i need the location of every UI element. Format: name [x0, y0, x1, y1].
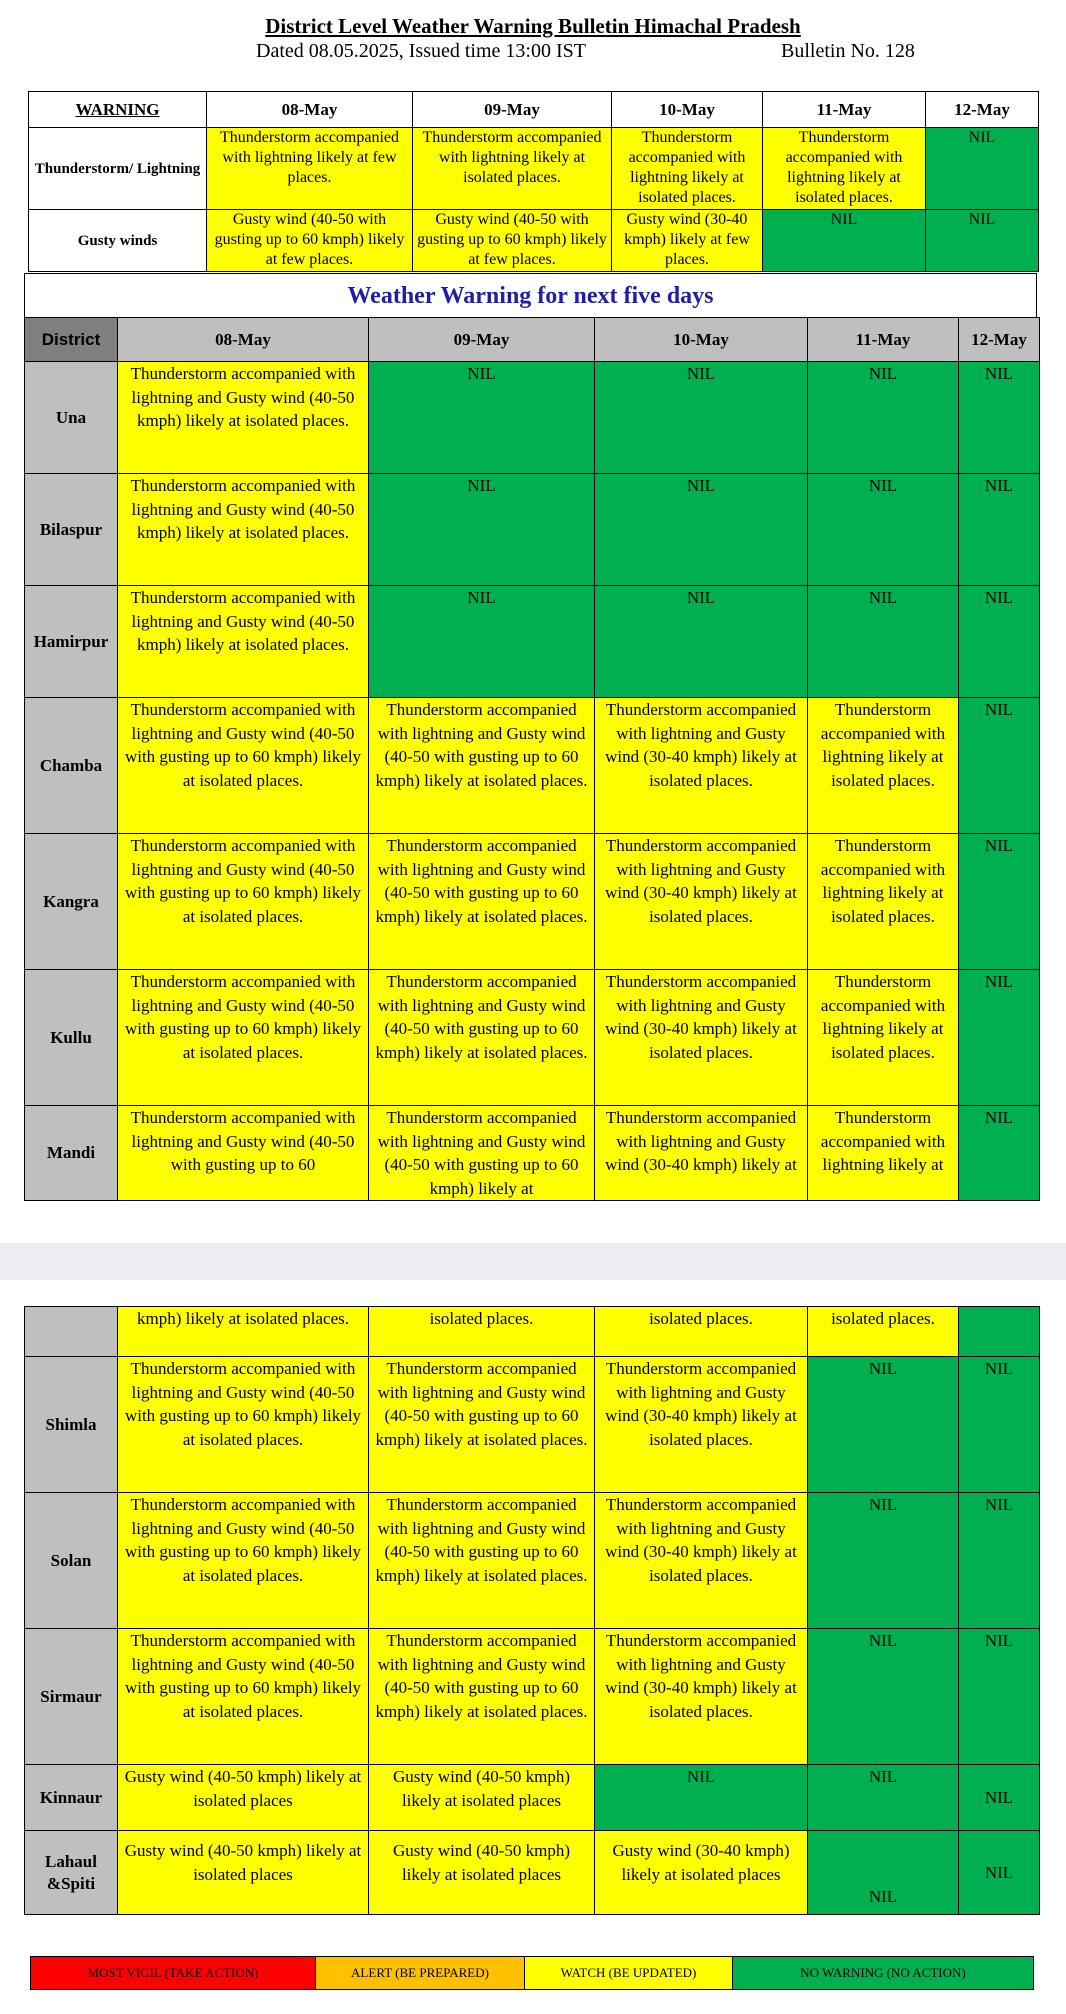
summary-cell: NIL — [926, 128, 1039, 210]
warning-cell: Thunderstorm accompanied with lightning and Gusty wind (40-50 with gusting up to 60 kmph) likely at isolated places. — [118, 1357, 369, 1493]
district-date-header: 10-May — [595, 318, 808, 362]
warning-cell: Gusty wind (30-40 kmph) likely at isolated places — [595, 1831, 808, 1915]
district-header-row — [25, 318, 1040, 362]
warning-cell: NIL — [595, 362, 808, 474]
warning-cell: Thunderstorm accompanied with lightning and Gusty wind (30-40 kmph) likely at isolated places. — [595, 698, 808, 834]
legend-most-vigil: MOST VIGIL (TAKE ACTION) — [31, 1957, 316, 1990]
district-date-header: 09-May — [369, 318, 595, 362]
warning-cell: NIL — [808, 1357, 959, 1493]
summary-cell: Thunderstorm accompanied with lightning likely at isolated places. — [612, 128, 763, 210]
warning-cell: NIL — [808, 362, 959, 474]
district-row-kangra — [25, 834, 1040, 970]
district-row-solan — [25, 1493, 1040, 1629]
district-name: Solan — [25, 1493, 118, 1629]
warning-cell: Thunderstorm accompanied with lightning and Gusty wind (40-50 kmph) likely at isolated places. — [118, 362, 369, 474]
legend-no-warning: NO WARNING (NO ACTION) — [733, 1957, 1034, 1990]
warning-cell: Thunderstorm accompanied with lightning likely at isolated places. — [808, 834, 959, 970]
summary-date-header: 11-May — [763, 92, 926, 128]
warning-cell: Thunderstorm accompanied with lightning and Gusty wind (40-50 with gusting up to 60 kmph) likely at isolated places. — [369, 970, 595, 1106]
warning-cell: isolated places. — [808, 1307, 959, 1357]
district-warning-table-continued — [24, 1306, 1040, 1915]
summary-cell: Thunderstorm accompanied with lightning likely at isolated places. — [413, 128, 612, 210]
warning-cell: isolated places. — [595, 1307, 808, 1357]
summary-cell: Gusty wind (40-50 with gusting up to 60 kmph) likely at few places. — [413, 210, 612, 272]
warning-cell: Thunderstorm accompanied with lightning and Gusty wind (30-40 kmph) likely at isolated places. — [595, 1493, 808, 1629]
district-row-bilaspur — [25, 474, 1040, 586]
warning-cell: NIL — [959, 362, 1040, 474]
warning-header: WARNING — [29, 92, 207, 128]
warning-cell: NIL — [595, 586, 808, 698]
warning-cell: NIL — [369, 474, 595, 586]
warning-cell: Gusty wind (40-50 kmph) likely at isolated places — [369, 1831, 595, 1915]
warning-cell: NIL — [808, 1831, 959, 1915]
warning-cell: NIL — [369, 362, 595, 474]
warning-cell: NIL — [808, 586, 959, 698]
district-row-sirmaur — [25, 1629, 1040, 1765]
district-row-hamirpur — [25, 586, 1040, 698]
summary-row-label: Gusty winds — [29, 210, 207, 272]
warning-cell: NIL — [808, 474, 959, 586]
summary-warning-table — [28, 91, 1039, 272]
warning-cell: Thunderstorm accompanied with lightning and Gusty wind (40-50 kmph) likely at isolated places. — [118, 474, 369, 586]
warning-cell: NIL — [959, 1629, 1040, 1765]
summary-cell: Thunderstorm accompanied with lightning likely at isolated places. — [763, 128, 926, 210]
legend-watch: WATCH (BE UPDATED) — [525, 1957, 733, 1990]
warning-cell: Thunderstorm accompanied with lightning and Gusty wind (40-50 with gusting up to 60 kmph) likely at isolated places. — [118, 1493, 369, 1629]
warning-cell: Thunderstorm accompanied with lightning and Gusty wind (40-50 with gusting up to 60 kmph) likely at isolated places. — [118, 1629, 369, 1765]
warning-cell: Thunderstorm accompanied with lightning and Gusty wind (40-50 with gusting up to 60 — [118, 1106, 369, 1201]
district-row-kullu — [25, 970, 1040, 1106]
bulletin-title: District Level Weather Warning Bulletin Himachal Pradesh — [265, 14, 801, 38]
warning-cell: Thunderstorm accompanied with lightning likely at isolated places. — [808, 698, 959, 834]
warning-cell: Thunderstorm accompanied with lightning and Gusty wind (40-50 with gusting up to 60 kmph) likely at isolated places. — [369, 1357, 595, 1493]
summary-cell: Thunderstorm accompanied with lightning likely at few places. — [207, 128, 413, 210]
warning-cell: Thunderstorm accompanied with lightning and Gusty wind (40-50 with gusting up to 60 kmph) likely at isolated places. — [118, 698, 369, 834]
summary-header-row — [29, 92, 1039, 128]
warning-cell: Thunderstorm accompanied with lightning and Gusty wind (40-50 with gusting up to 60 kmph) likely at isolated places. — [369, 1493, 595, 1629]
summary-cell: Gusty wind (40-50 with gusting up to 60 kmph) likely at few places. — [207, 210, 413, 272]
warning-cell: NIL — [808, 1765, 959, 1831]
warning-cell: Thunderstorm accompanied with lightning and Gusty wind (40-50 kmph) likely at isolated places. — [118, 586, 369, 698]
warning-cell: Gusty wind (40-50 kmph) likely at isolated places — [369, 1765, 595, 1831]
warning-cell-empty — [959, 1307, 1040, 1357]
district-date-header: 08-May — [118, 318, 369, 362]
district-name: Chamba — [25, 698, 118, 834]
district-row-mandi — [25, 1106, 1040, 1201]
district-name-empty — [25, 1307, 118, 1357]
district-date-header: 11-May — [808, 318, 959, 362]
district-name: Kangra — [25, 834, 118, 970]
warning-cell: Thunderstorm accompanied with lightning likely at — [808, 1106, 959, 1201]
warning-cell: NIL — [595, 1765, 808, 1831]
summary-date-header: 09-May — [413, 92, 612, 128]
five-day-warning-banner: Weather Warning for next five days — [24, 273, 1037, 317]
district-row-lahaul-spiti — [25, 1831, 1040, 1915]
district-name: Una — [25, 362, 118, 474]
summary-row-gusty-winds — [29, 210, 1039, 272]
district-name: Bilaspur — [25, 474, 118, 586]
warning-cell: Thunderstorm accompanied with lightning and Gusty wind (40-50 with gusting up to 60 kmph) likely at isolated places. — [369, 698, 595, 834]
warning-cell: NIL — [959, 586, 1040, 698]
district-name: Mandi — [25, 1106, 118, 1201]
warning-cell: Thunderstorm accompanied with lightning and Gusty wind (40-50 with gusting up to 60 kmph) likely at isolated places. — [118, 970, 369, 1106]
summary-date-header: 12-May — [926, 92, 1039, 128]
warning-cell: NIL — [959, 834, 1040, 970]
warning-cell: NIL — [959, 1831, 1040, 1915]
district-row-mandi-continued — [25, 1307, 1040, 1357]
district-row-shimla — [25, 1357, 1040, 1493]
district-name: Shimla — [25, 1357, 118, 1493]
district-name: Kullu — [25, 970, 118, 1106]
warning-cell: Thunderstorm accompanied with lightning and Gusty wind (30-40 kmph) likely at isolated places. — [595, 1357, 808, 1493]
warning-cell: NIL — [959, 970, 1040, 1106]
summary-date-header: 08-May — [207, 92, 413, 128]
warning-cell: isolated places. — [369, 1307, 595, 1357]
legend-alert: ALERT (BE PREPARED) — [316, 1957, 525, 1990]
warning-cell: Thunderstorm accompanied with lightning and Gusty wind (30-40 kmph) likely at — [595, 1106, 808, 1201]
warning-cell: NIL — [595, 474, 808, 586]
warning-cell: Thunderstorm accompanied with lightning and Gusty wind (40-50 with gusting up to 60 kmph) likely at — [369, 1106, 595, 1201]
warning-cell: NIL — [959, 1357, 1040, 1493]
warning-cell: Thunderstorm accompanied with lightning and Gusty wind (40-50 with gusting up to 60 kmph) likely at isolated places. — [369, 1629, 595, 1765]
summary-cell: Gusty wind (30-40 kmph) likely at few places. — [612, 210, 763, 272]
district-name: Kinnaur — [25, 1765, 118, 1831]
district-warning-table — [24, 317, 1040, 1201]
warning-cell: Thunderstorm accompanied with lightning likely at isolated places. — [808, 970, 959, 1106]
district-name: Hamirpur — [25, 586, 118, 698]
warning-cell: NIL — [959, 1765, 1040, 1831]
summary-date-header: 10-May — [612, 92, 763, 128]
warning-cell: Gusty wind (40-50 kmph) likely at isolated places — [118, 1765, 369, 1831]
summary-row-thunderstorm — [29, 128, 1039, 210]
district-row-chamba — [25, 698, 1040, 834]
district-row-kinnaur — [25, 1765, 1040, 1831]
warning-cell: Thunderstorm accompanied with lightning and Gusty wind (30-40 kmph) likely at isolated places. — [595, 1629, 808, 1765]
warning-cell: NIL — [808, 1629, 959, 1765]
summary-cell: NIL — [763, 210, 926, 272]
district-name: Sirmaur — [25, 1629, 118, 1765]
warning-cell: Thunderstorm accompanied with lightning and Gusty wind (40-50 with gusting up to 60 kmph) likely at isolated places. — [118, 834, 369, 970]
warning-cell: NIL — [369, 586, 595, 698]
warning-cell: Thunderstorm accompanied with lightning and Gusty wind (30-40 kmph) likely at isolated places. — [595, 834, 808, 970]
warning-cell: NIL — [959, 474, 1040, 586]
district-name: Lahaul &Spiti — [25, 1831, 118, 1915]
warning-cell: NIL — [959, 698, 1040, 834]
summary-row-label: Thunderstorm/ Lightning — [29, 128, 207, 210]
warning-cell: NIL — [959, 1106, 1040, 1201]
warning-cell: NIL — [808, 1493, 959, 1629]
warning-cell: Gusty wind (40-50 kmph) likely at isolated places — [118, 1831, 369, 1915]
page-break-separator — [0, 1243, 1066, 1280]
warning-cell: Thunderstorm accompanied with lightning and Gusty wind (30-40 kmph) likely at isolated places. — [595, 970, 808, 1106]
district-date-header: 12-May — [959, 318, 1040, 362]
summary-cell: NIL — [926, 210, 1039, 272]
district-column-header: District — [25, 318, 118, 362]
issue-date: Dated 08.05.2025, Issued time 13:00 IST — [256, 40, 586, 62]
warning-cell: kmph) likely at isolated places. — [118, 1307, 369, 1357]
warning-cell: Thunderstorm accompanied with lightning and Gusty wind (40-50 with gusting up to 60 kmph) likely at isolated places. — [369, 834, 595, 970]
warning-cell: NIL — [959, 1493, 1040, 1629]
district-row-una — [25, 362, 1040, 474]
bulletin-number: Bulletin No. 128 — [781, 40, 915, 62]
legend-row — [31, 1957, 1034, 1990]
color-legend — [30, 1956, 1034, 1990]
